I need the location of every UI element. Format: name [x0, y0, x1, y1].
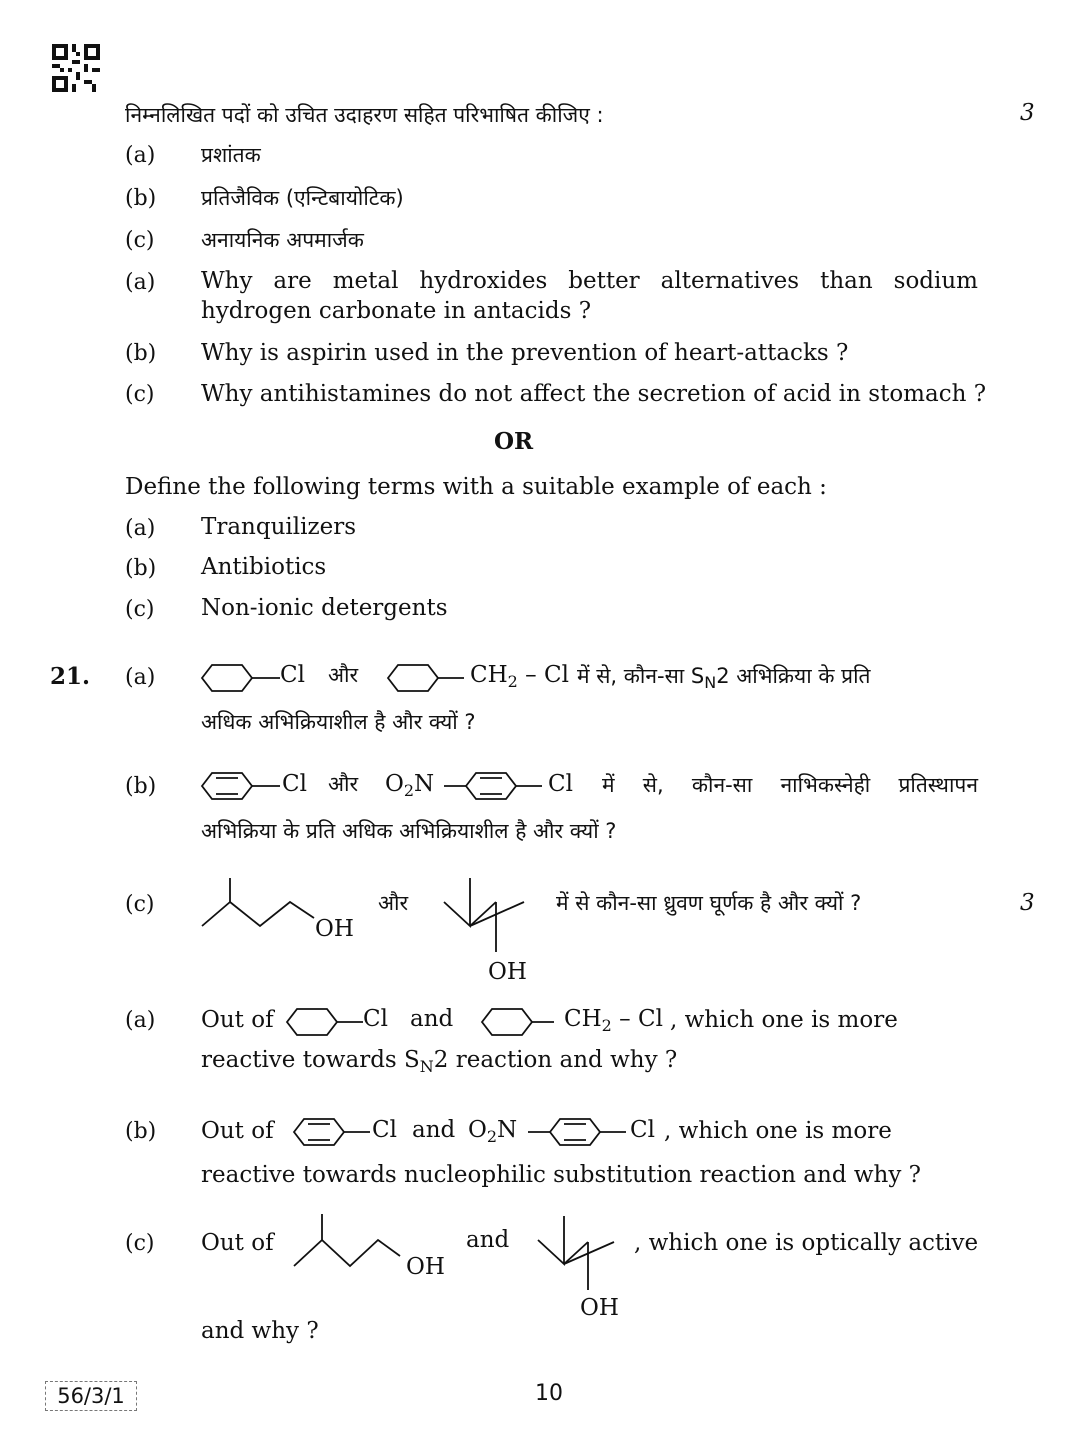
define-item-a: Tranquilizers: [201, 514, 356, 540]
item-label: (c): [125, 228, 155, 253]
cyclohexane-icon: [482, 1008, 562, 1038]
paper-code: 56/3/1: [45, 1381, 137, 1411]
english-21b-tail: , which one is more: [664, 1118, 892, 1144]
benzene-ring-icon: [528, 1118, 628, 1148]
define-stem: Define the following terms with a suitable example of each :: [125, 474, 827, 500]
chlorine-label: Cl: [280, 662, 305, 688]
hindi-21c-tail: में से कौन-सा ध्रुवण घूर्णक है और क्यों ?: [556, 891, 862, 915]
hydroxyl-label: OH: [406, 1254, 445, 1280]
english-21b-line2: reactive towards nucleophilic substitution reaction and why ?: [201, 1162, 921, 1188]
hindi-item-b: प्रतिजैविक (एन्टिबायोटिक): [201, 186, 404, 210]
english-item-b: Why is aspirin used in the prevention of heart-attacks ?: [201, 340, 849, 366]
chlorine-label: Cl: [630, 1117, 655, 1143]
english-21c-line2: and why ?: [201, 1318, 319, 1344]
hindi-item-c: अनायनिक अपमार्जक: [201, 228, 364, 252]
item-label: (a): [125, 143, 156, 168]
aur-text: और: [378, 891, 409, 915]
item-label: (b): [125, 556, 157, 581]
english-21c-tail: , which one is optically active: [634, 1230, 979, 1256]
english-item-c: Why antihistamines do not affect the secretion of acid in stomach ?: [201, 381, 987, 407]
chlorine-label: Cl: [363, 1006, 388, 1032]
item-label: (a): [125, 516, 156, 541]
hydroxyl-label: OH: [488, 959, 527, 985]
chlorine-label: Cl: [372, 1117, 397, 1143]
item-label: (c): [125, 597, 155, 622]
item-label: (b): [125, 186, 157, 211]
aur-text: और: [328, 772, 359, 796]
item-label: (a): [125, 270, 156, 295]
marks: 3: [1020, 890, 1035, 916]
item-label: (b): [125, 341, 157, 366]
chlorine-label: Cl: [282, 771, 307, 797]
hindi-21b-line2: अभिक्रिया के प्रति अधिक अभिक्रियाशील है और क्यों ?: [201, 819, 617, 843]
cyclohexane-icon: [388, 664, 468, 694]
item-label: (c): [125, 382, 155, 407]
cyclohexane-icon: [287, 1008, 367, 1038]
hindi-21a-line2: अधिक अभिक्रियाशील है और क्यों ?: [201, 710, 476, 734]
define-item-b: Antibiotics: [201, 554, 327, 580]
hindi-21b-tail: में से, कौन-सा नाभिकस्नेही प्रतिस्थापन: [602, 773, 978, 797]
item-label: (b): [125, 774, 157, 799]
hindi-21a-tail: में से, कौन-सा $S_N2$ अभिक्रिया के प्रति: [577, 664, 871, 692]
marks: 3: [1020, 100, 1035, 126]
benzene-ring-icon: [444, 772, 544, 802]
and-text: and: [412, 1117, 456, 1143]
english-item-a-line1: Why are metal hydroxides better alternatives than sodium: [201, 268, 978, 294]
secondary-alcohol-skeleton-icon: [538, 1216, 628, 1296]
or-divider: OR: [494, 428, 534, 455]
english-21a-line2: reactive towards $S_N2$ reaction and why ?: [201, 1047, 678, 1076]
nitro-group: $O_2N$: [385, 771, 435, 800]
and-text: and: [410, 1006, 454, 1032]
and-text: and: [466, 1227, 510, 1253]
english-21a-tail: , which one is more: [670, 1007, 898, 1033]
aur-text: और: [328, 663, 359, 687]
out-of-text: Out of: [201, 1007, 274, 1033]
item-label: (b): [125, 1119, 157, 1144]
secondary-alcohol-skeleton-icon: [444, 878, 534, 958]
item-label: (a): [125, 1008, 156, 1033]
english-item-a-line2: hydrogen carbonate in antacids ?: [201, 298, 592, 324]
ch2cl-group: $CH_2$ – Cl: [564, 1006, 663, 1035]
out-of-text: Out of: [201, 1230, 274, 1256]
out-of-text: Out of: [201, 1118, 274, 1144]
nitro-group: $O_2N$: [468, 1117, 518, 1146]
question-number: 21.: [50, 663, 91, 690]
benzene-ring-icon: [202, 772, 282, 802]
hindi-question-stem: निम्नलिखित पदों को उचित उदाहरण सहित परिभाषित कीजिए :: [125, 103, 604, 127]
qr-code-icon: [52, 44, 100, 92]
page-number: 10: [535, 1381, 563, 1406]
benzene-ring-icon: [294, 1118, 374, 1148]
cyclohexane-icon: [202, 664, 282, 694]
ch2cl-group: $CH_2$ – Cl: [470, 662, 569, 691]
item-label: (c): [125, 892, 155, 917]
define-item-c: Non-ionic detergents: [201, 595, 448, 621]
item-label: (a): [125, 665, 156, 690]
item-label: (c): [125, 1231, 155, 1256]
hydroxyl-label: OH: [580, 1295, 619, 1321]
hydroxyl-label: OH: [315, 916, 354, 942]
hindi-item-a: प्रशांतक: [201, 143, 261, 167]
chlorine-label: Cl: [548, 771, 573, 797]
